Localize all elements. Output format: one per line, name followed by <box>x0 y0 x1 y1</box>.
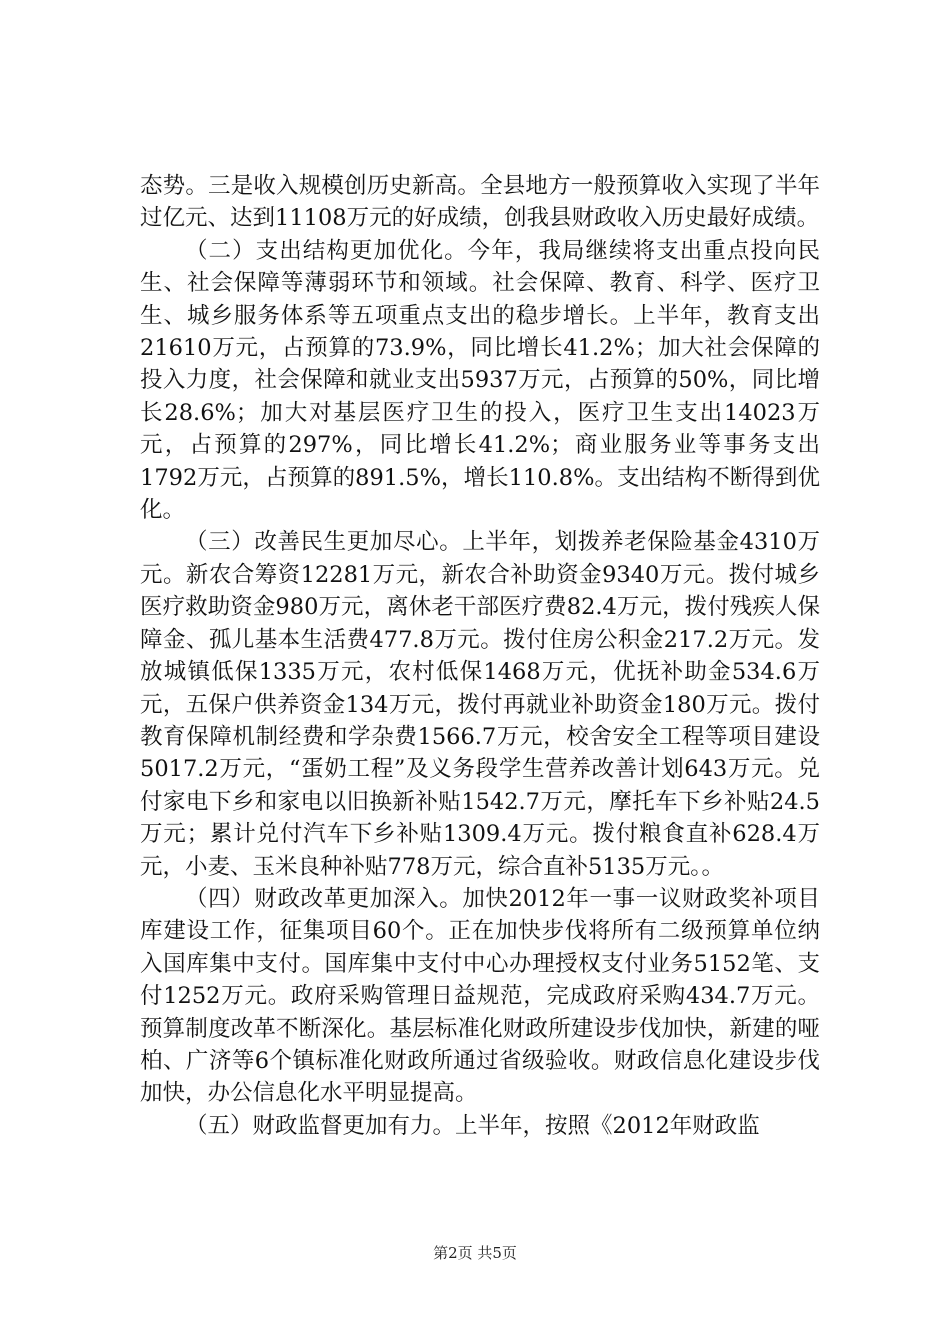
page-footer <box>0 1242 950 1263</box>
paragraph-expenditure-structure: （二）支出结构更加优化。今年，我局继续将支出重点投向民生、社会保障等薄弱环节和领域。社会保障、教育、科学、医疗卫生、城乡服务体系等五项重点支出的稳步增长。上半年，教育支出21610万元，占预算的73.9%，同比增长41.2%；加大社会保障的投入力度，社会保障和就业支出5937万元，占预算的50%，同比增长28.6%；加大对基层医疗卫生的投入，医疗卫生支出14023万元，占预算的297%，同比增长41.2%；商业服务业等事务支出1792万元，占预算的891.5%，增长110.8%。支出结构不断得到优化。 <box>140 237 820 524</box>
document-body <box>140 170 820 1142</box>
paragraph-fiscal-reform: （四）财政改革更加深入。加快2012年一事一议财政奖补项目库建设工作，征集项目60个。正在加快步伐将所有二级预算单位纳入国库集中支付。国库集中支付中心办理授权支付业务5152笔、支付1252万元。政府采购管理日益规范，完成政府采购434.7万元。预算制度改革不断深化。基层标准化财政所建设步伐加快，新建的哑柏、广济等6个镇标准化财政所通过省级验收。财政信息化建设步伐加快，办公信息化水平明显提高。 <box>140 885 820 1107</box>
paragraph-revenue-continuation: 态势。三是收入规模创历史新高。全县地方一般预算收入实现了半年过亿元、达到11108万元的好成绩，创我县财政收入历史最好成绩。 <box>140 173 820 232</box>
page-number: 第2页 共5页 <box>433 1244 517 1262</box>
paragraph-livelihood: （三）改善民生更加尽心。上半年，划拨养老保险基金4310万元。新农合筹资12281万元，新农合补助资金9340万元。拨付城乡医疗救助资金980万元，离休老干部医疗费82.4万元，拨付残疾人保障金、孤儿基本生活费477.8万元。拨付住房公积金217.2万元。发放城镇低保1335万元，农村低保1468万元，优抚补助金534.6万元，五保户供养资金134万元，拨付再就业补助资金180万元。拨付教育保障机制经费和学杂费1566.7万元，校舍安全工程等项目建设5017.2万元，“蛋奶工程”及义务段学生营养改善计划643万元。兑付家电下乡和家电以旧换新补贴1542.7万元，摩托车下乡补贴24.5万元；累计兑付汽车下乡补贴1309.4万元。拨付粮食直补628.4万元，小麦、玉米良种补贴778万元，综合直补5135万元。。 <box>140 529 820 880</box>
paragraph-fiscal-supervision: （五）财政监督更加有力。上半年，按照《2012年财政监 <box>185 1112 760 1139</box>
